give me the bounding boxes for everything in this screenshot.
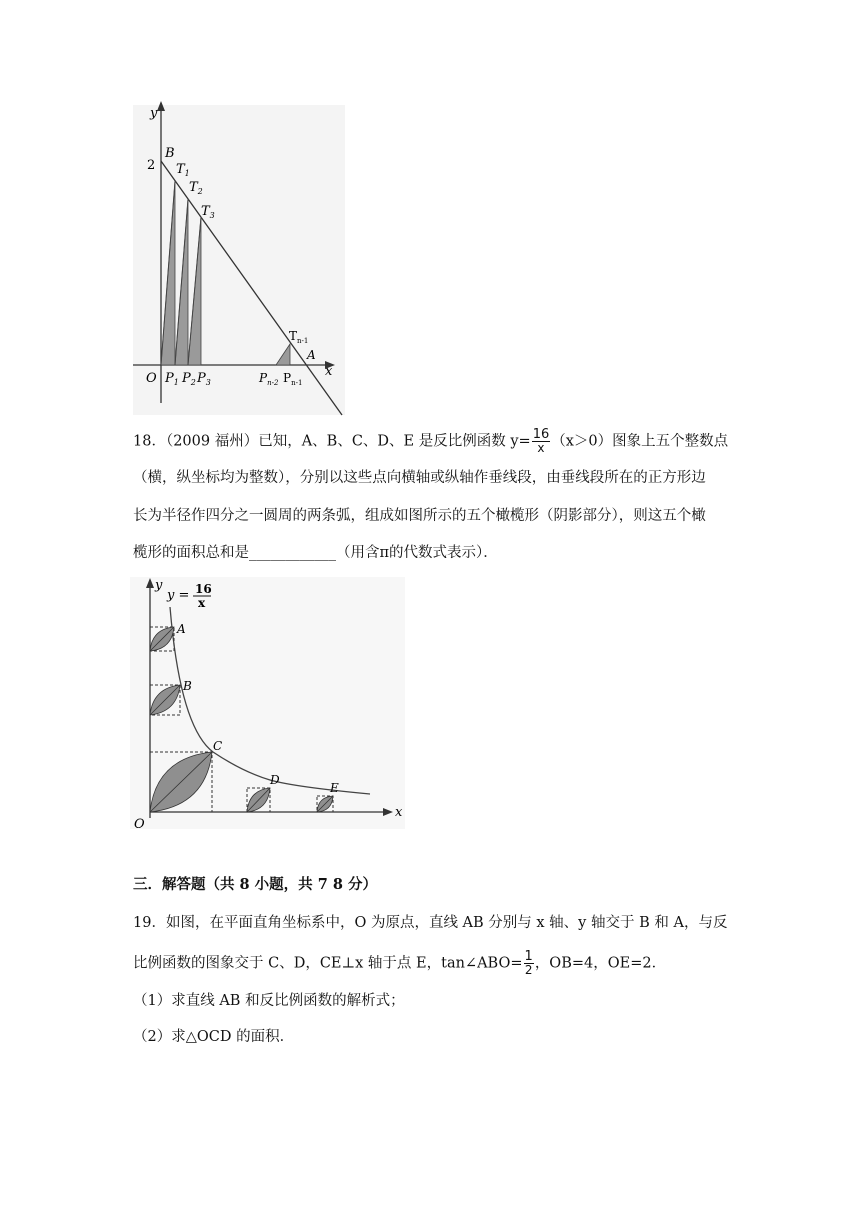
q19-fraction (524, 950, 534, 977)
label-b: B (183, 679, 192, 693)
figure-2-svg (125, 572, 410, 834)
q18-line-3: 长为半径作四分之一圆周的两条弧，组成如图所示的五个橄榄形（阴影部分），则这五个橄 (133, 508, 706, 524)
label-o: O (134, 817, 145, 832)
label-p3: $P_3$ (197, 371, 211, 387)
equation-prefix: y = (167, 588, 190, 603)
q18-line-2: （横，纵坐标均为整数），分别以这些点向横轴或纵轴作垂线段，由垂线段所在的正方形边 (133, 470, 706, 486)
label-p2: $P_2$ (182, 371, 196, 387)
q18-line-4: 榄形的面积总和是____________（用含π的代数式表示）． (133, 545, 498, 561)
q19-fraction-denominator: 2 (524, 963, 533, 977)
q19-fraction-numerator: 1 (524, 949, 533, 964)
q18-fraction-denominator: x (537, 441, 545, 455)
label-c: C (213, 739, 223, 753)
label-y: y (155, 578, 163, 593)
q18-line-1-post: （x＞0）图象上五个整数点 (551, 433, 729, 450)
q19-part-2: （2）求△OCD 的面积． (133, 1029, 295, 1045)
label-a: A (307, 348, 316, 362)
q18-line-1 (133, 428, 728, 455)
label-a: A (177, 622, 186, 636)
q19-line-1: 19．如图，在平面直角坐标系中，O 为原点，直线 AB 分别与 x 轴、y 轴交于 B 和 A，与反 (133, 915, 728, 931)
q18-fraction (532, 428, 551, 455)
q19-line-2 (133, 950, 666, 977)
label-x: x (395, 805, 403, 820)
q18-line-1-pre: 18．（2009 福州）已知，A、B、C、D、E 是反比例函数 y= (133, 433, 531, 450)
q19-line-2-post: ，OB=4，OE=2． (534, 955, 667, 972)
equation-denominator: x (198, 596, 206, 610)
label-tn-1: $T_{n-1}$ (289, 329, 309, 345)
section-3-heading: 三．解答题（共 8 小题，共 7 8 分） (133, 876, 378, 893)
label-p1: $P_1$ (165, 371, 179, 387)
label-b: B (165, 146, 175, 161)
label-t3: $T_3$ (201, 204, 215, 220)
label-d: D (270, 773, 280, 787)
label-y: y (150, 106, 158, 121)
figure-1-line-triangles (125, 95, 350, 420)
label-pn-1: $P_{n-1}$ (283, 371, 303, 387)
label-x: x (325, 364, 333, 379)
label-pn-2: $P_{n-2}$ (259, 371, 279, 387)
label-t1: $T_1$ (176, 162, 190, 178)
q18-fraction-numerator: 16 (532, 427, 550, 442)
label-t2: $T_2$ (189, 180, 203, 196)
figure-2-hyperbola-olives (125, 572, 410, 834)
q19-line-2-pre: 比例函数的图象交于 C、D，CE⊥x 轴于点 E，tan∠ABO= (133, 955, 523, 972)
label-e: E (330, 781, 339, 795)
figure-1-svg (125, 95, 350, 420)
label-two: 2 (147, 158, 156, 173)
equation-numerator: 16 (195, 582, 212, 596)
q19-part-1: （1）求直线 AB 和反比例函数的解析式； (133, 993, 405, 1009)
label-o: O (146, 371, 157, 386)
